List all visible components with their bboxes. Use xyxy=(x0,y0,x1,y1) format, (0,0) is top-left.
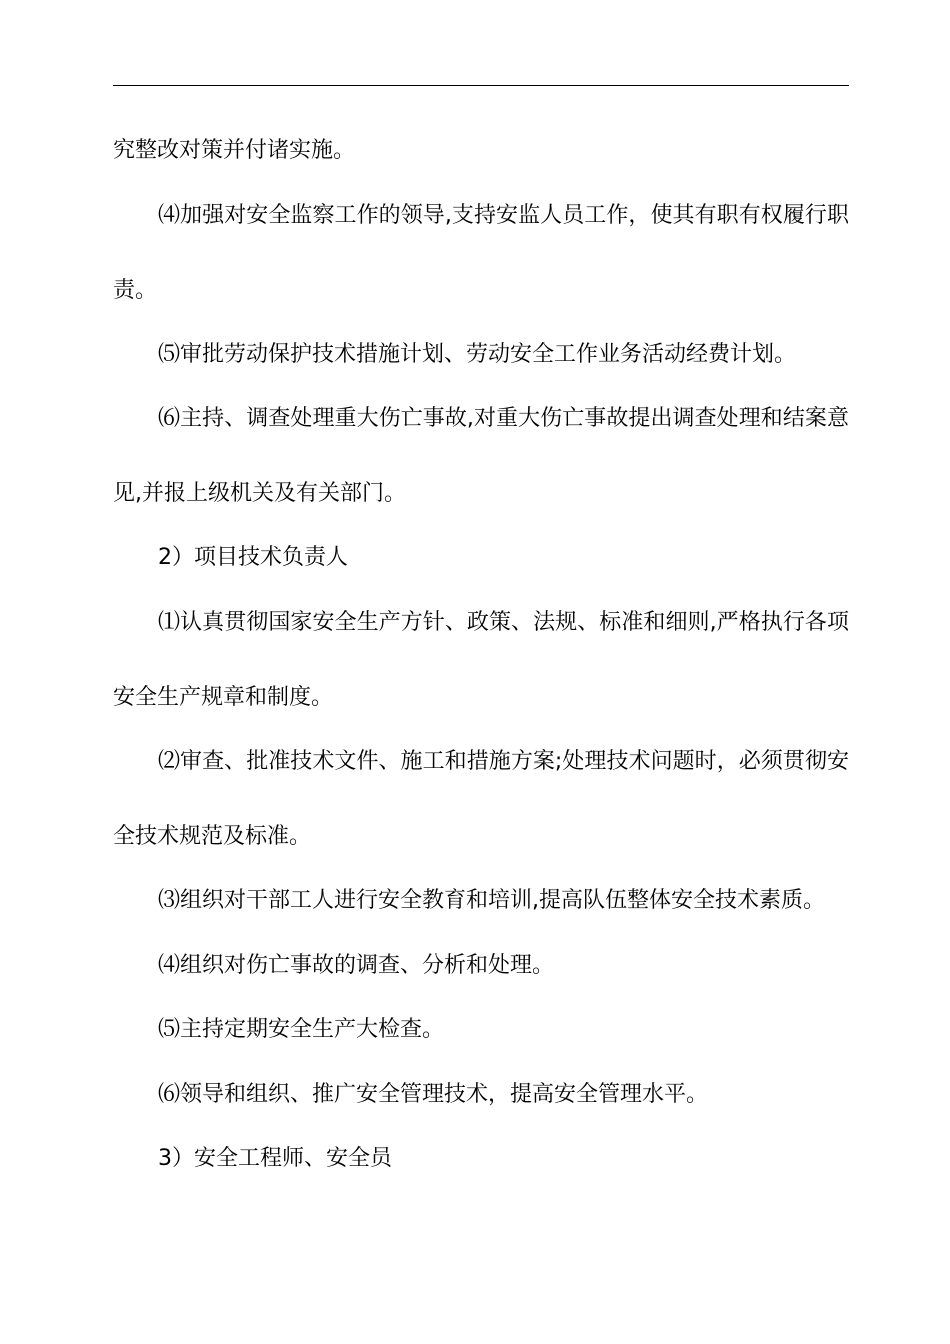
text-line-10: ⑵审查、批准技术文件、施工和措施方案;处理技术问题时，必须贯彻安 xyxy=(158,749,849,774)
text-line-9: 安全生产规章和制度。 xyxy=(113,685,334,710)
text-line-15: ⑹领导和组织、推广安全管理技术，提高安全管理水平。 xyxy=(158,1082,709,1107)
text-line-12: ⑶组织对干部工人进行安全教育和培训,提高队伍整体安全技术素质。 xyxy=(158,888,825,913)
text-line-6: 见,并报上级机关及有关部门。 xyxy=(113,481,406,506)
text-line-14: ⑸主持定期安全生产大检查。 xyxy=(158,1017,445,1042)
text-line-5: ⑹主持、调查处理重大伤亡事故,对重大伤亡事故提出调查处理和结案意 xyxy=(158,406,849,431)
section-heading-2: 2）项目技术负责人 xyxy=(158,545,348,570)
text-line-13: ⑷组织对伤亡事故的调查、分析和处理。 xyxy=(158,953,555,978)
text-line-2: ⑷加强对安全监察工作的领导,支持安监人员工作，使其有职有权履行职 xyxy=(158,203,849,228)
header-rule xyxy=(113,85,849,86)
text-line-11: 全技术规范及标准。 xyxy=(113,824,312,849)
text-line-3: 责。 xyxy=(113,278,158,303)
section-heading-3: 3）安全工程师、安全员 xyxy=(158,1146,392,1171)
text-line-4: ⑸审批劳动保护技术措施计划、劳动安全工作业务活动经费计划。 xyxy=(158,342,797,367)
text-line-1: 究整改对策并付诸实施。 xyxy=(113,138,356,163)
text-line-8: ⑴认真贯彻国家安全生产方针、政策、法规、标准和细则,严格执行各项 xyxy=(158,610,849,635)
